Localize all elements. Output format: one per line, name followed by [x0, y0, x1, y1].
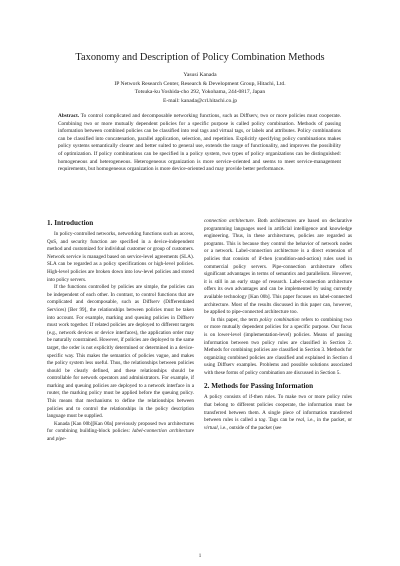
left-column [47, 218, 194, 444]
abstract [58, 113, 341, 174]
intro-paragraph-1: In policy-controlled networks, networking functions such as access, QoS, and security function are specified in a device-independent method and customized for individual customer or group of customers. Network service is managed based on service-level agreements (SLA). SLA can be regarded as a policy specifications or high-level policies. High-level policies are broken down into low-level policies and stored into policy servers. [47, 231, 194, 283]
abstract-label: Abstract. [58, 113, 80, 119]
abstract-text: To control complicated and decomposable networking functions, such as Diffserv, two or more policies must cooperate. Combining two or more mutually dependent policies for a specific purpose is called policy combination. Methods of passing information between combined policies can be classified into real tags and virtual tags, or labels and attributes. Policy combinations can be classified into concatenation, parallel application, selection, and repetition. Explicitly specifying policy combinations makes policy systems semantically clearer and better suited to general use, extends the range of functionality, and improves the possibility of optimization. If policy combinations can be specified in a policy system, two types of policy organizations can be distinguished: homogeneous and heterogeneous. Heterogeneous organization is more service-oriented and seems to meet service-management requirements, but homogeneous organization is more device-oriented and may provide better performance. [58, 113, 341, 173]
intro-paragraph-4 [204, 317, 352, 378]
intro-paragraph-3 [47, 421, 194, 444]
page-number: 1 [198, 554, 202, 559]
intro-p3-text: Kanada [Kan 00b][Kan 00a] previously proposed two architectures for combining building-block policies: [47, 420, 194, 435]
paper-title: Taxonomy and Description of Policy Combination Methods [75, 52, 325, 63]
s2-text-mid2: , i.e., in the packet, or [304, 417, 352, 424]
intro-paragraph-2: If the functions controlled by policies are simple, the policies can be independent of each other. In contrast, to control functions that are complicated and decomposable, such as Diffserv (Differentiated Services) [Ber 99], the relationships between policies must be taken into account. For example, marking and queuing policies in Diffserv must work together. If related policies are deployed to different targets (e.g., network devices or device interfaces), the application order may be naturally constrained. However, if policies are deployed to the same target, the order is not explicitly determined or determined in a device-specific way. This makes the semantics of policies vague, and makes the policy system less useful. Thus, the relationships between policies should be clearly defined, and these relationships should be controllable for network operators and administrators. For example, if marking and queuing policies are deployed to a network interface in a router, the marking policy must be applied before the queuing policy. This means that mechanisms to define the relationships between policies and to control the relationships in the policy description language must be supplied. [47, 284, 194, 420]
author-block [0, 71, 400, 105]
intro-paragraph-3-cont [204, 218, 352, 317]
section-heading-passing-information: 2. Methods for Passing Information [204, 382, 314, 391]
intro-p4-text-start: In this paper, the term [211, 316, 260, 323]
section-heading-introduction: 1. Introduction [47, 219, 94, 227]
intro-cont-text: . Both architectures are based on declarative programming languages used in artificial intelligence and knowledge engineering. Thus, in these architectures, policies are regarded as programs. This is because they control the behavior of network nodes or a network. Label-connection architecture is a direct extension of policies that consists of if-then (condition-and-action) rules used in commercial policy servers. Pipe-connection architecture offers significant advantages in terms of semantics and parallelism. However, it is still in an early stage of research. Label-connection architecture offers its own advantages and can be implemented by using currently available technology [Kan 00b]. This paper focuses on label-connected architecture. Most of the results discussed in this paper can, however, be applied to pipe-connected architecture too. [204, 218, 352, 316]
s2-emphasis-virtual: virtual [204, 424, 218, 431]
right-column [204, 218, 352, 432]
author-name: Yasusi Kanada [183, 72, 217, 78]
intro-p4-text: refers to combining two or more mutually dependent policies for a specific purpose. Our focus is on lower-level (implementation-level) policies. Means of passing information between two policy rules are classified in Section 2. Methods for combining policies are classified in Section 3. Methods for organizing combined policies are classified and explained in Section 4 using Diffserv examples. Problems and possible solutions associated with these forms of policy combination are discussed in Section 5. [204, 316, 353, 376]
section2-paragraph-1 [204, 394, 352, 432]
author-email: E-mail: kanada@crl.hitachi.co.jp [162, 97, 238, 104]
intro-p3-text-mid: and [47, 436, 56, 443]
s2-text-rest: , i.e., outside of the packet (see [217, 424, 282, 431]
author-address: Totsuka-ku Yoshida-cho 292, Yokohama, 244-0817, Japan [134, 89, 266, 95]
intro-cont-emphasis: connection architecture [204, 218, 254, 224]
intro-p4-emphasis: policy combination [259, 316, 300, 323]
s2-text-mid1: . Tags can be [265, 417, 297, 424]
s2-emphasis-tag: tag [258, 417, 266, 424]
intro-p3-emphasis-2: pipe- [55, 436, 67, 443]
s2-emphasis-real: real [296, 417, 305, 424]
intro-p3-emphasis-1: label-connection architecture [132, 428, 194, 435]
s2-text-start: A policy consists of if-then rules. To make two or more policy rules that belong to different policies cooperate, the information must be transferred between them. A single piece of information transferred between rules is called a [204, 394, 352, 424]
author-affiliation: IP Network Research Center, Research & Development Group, Hitachi, Ltd. [114, 80, 286, 87]
